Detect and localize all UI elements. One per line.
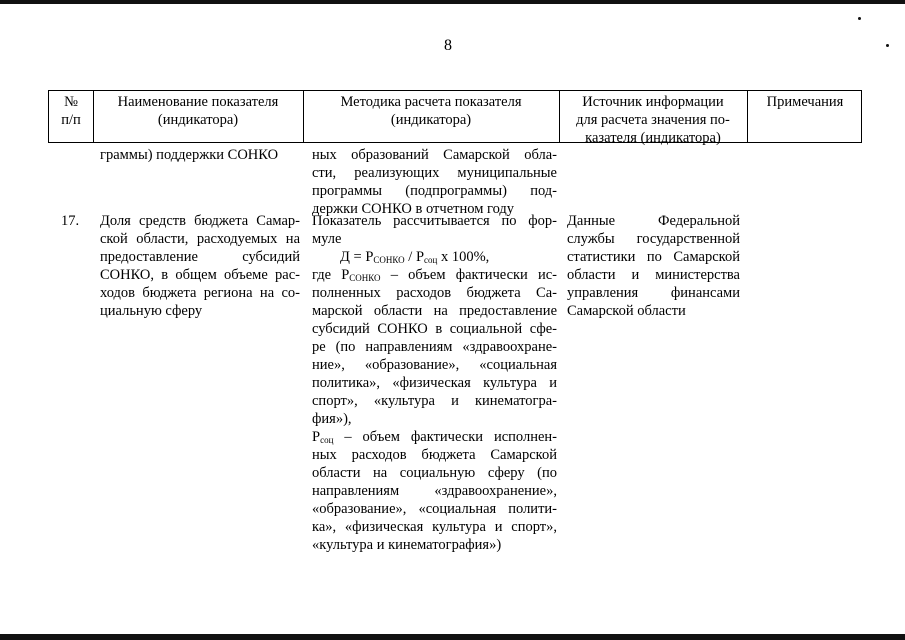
page-number: 8 [444,37,452,54]
header-indicator-name: Наименование показателя (индикатора) [117,94,279,128]
scan-speck [858,17,861,20]
scan-speck [886,44,889,47]
row-number: 17. [61,213,80,229]
calculation-method-cell: Показатель рассчитывается по фор- муле $Д = Р_{СОНКО} / Р_{соц}$ х 100%, где $Р_{СОНКО}$ – объем фактически ис- полненных расходов бюджета Са- марской области на предоставление субсидий СОНКО в социальной сфе- ре (по направлениям «здравоохране- ние», «образование», «социальная политика», «физическая культура и спорт», «культура и кинематогра- фия»), $Р_{соц}$ – объем фактически исполнен- ных расходов бюджета Самарской области на социальную сферу (по направлениям «здравоохранение», «образование», «социальная полити- ка», «физическая культура и спорт», «культура и кинематография») [312,213,557,553]
header-number: № п/п [61,94,81,128]
scan-bottom-border [0,634,905,640]
header-information-source: Источник информации для расчета значения по- казателя (индикатора) [576,94,730,146]
information-source-cell: Данные Федеральной службы государственной статистики по Самарской области и министерства управления финансами Самарской области [567,213,740,319]
indicator-name-cell: Доля средств бюджета Самар- ской области, расходуемых на предоставление субсидий СОНКО, в общем объеме рас- ходов бюджета региона на со- циальную сферу [100,213,300,319]
table-header [48,90,862,146]
header-calculation-method: Методика расчета показателя (индикатора) [340,94,522,128]
formula: $Д = Р_{СОНКО} / Р_{соц}$ х 100%, [340,249,490,265]
continuation-method-cell: ных образований Самарской обла- сти, реализующих муниципальные программы (подпрограммы) под- держки СОНКО в отчетном году [312,147,557,217]
definition-line: где $Р_{СОНКО}$ – объем фактически ис- [312,267,557,283]
continuation-name-cell: граммы) поддержки СОНКО [100,147,279,163]
scan-top-border [0,0,905,4]
header-notes: Примечания [766,94,844,110]
definition-line: $Р_{соц}$ – объем фактически исполнен- [312,429,557,445]
